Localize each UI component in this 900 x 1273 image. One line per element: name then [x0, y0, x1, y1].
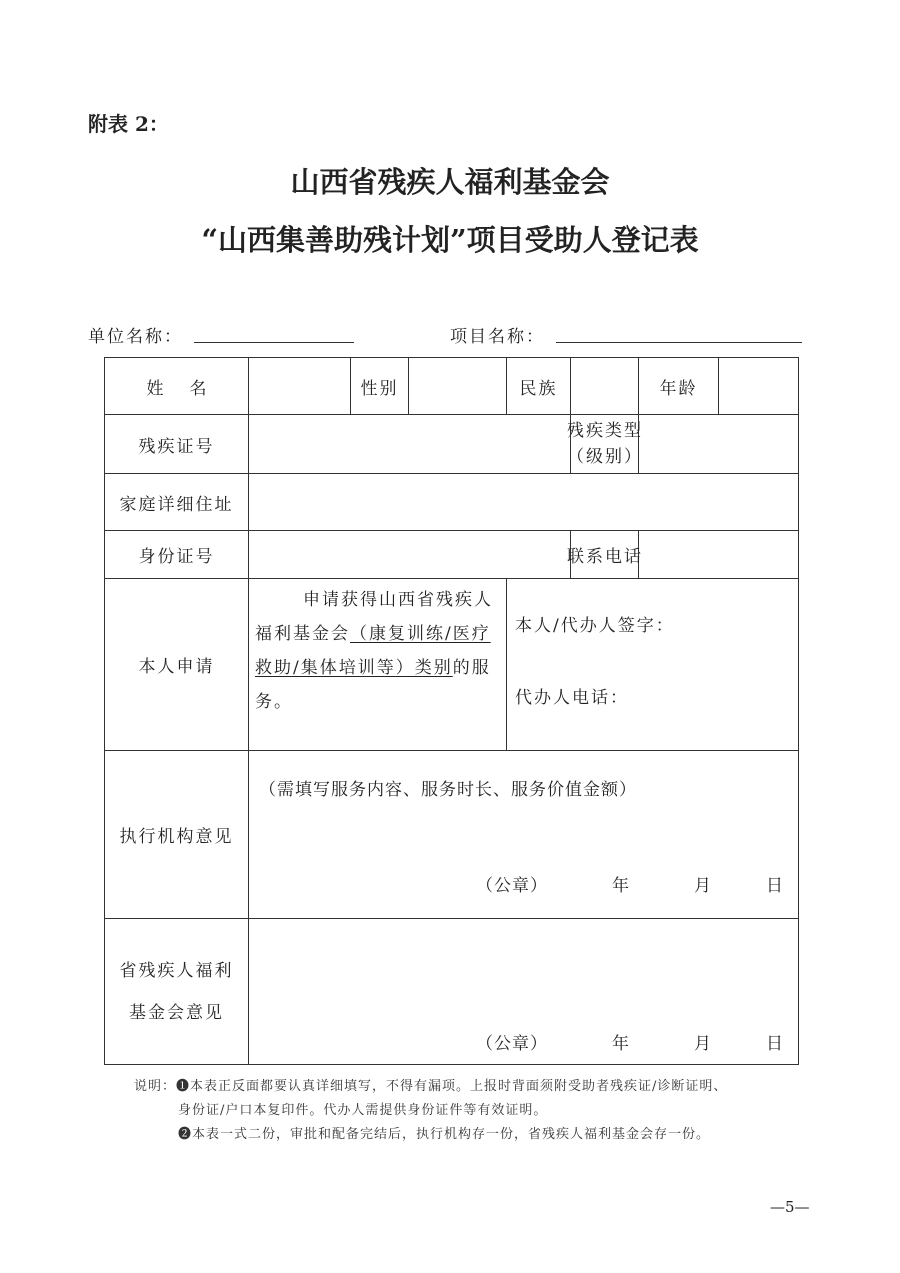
ethnicity-field[interactable] — [571, 358, 639, 415]
apply-text: 申请获得山西省残疾人福利基金会（康复训练/医疗救助/集体培训等）类别的服务。 — [249, 579, 507, 751]
exec-seal-date: （公章） 年 月 日 — [476, 876, 784, 896]
agent-phone-label: 代办人电话： — [515, 688, 629, 708]
gender-label: 性别 — [351, 358, 409, 415]
note-line-3: ❷本表一式二份，审批和配备完结后，执行机构存一份，省残疾人福利基金会存一份。 — [178, 1127, 711, 1142]
id-field[interactable] — [249, 531, 571, 579]
project-name-field[interactable] — [556, 342, 802, 343]
name-label: 姓名 — [105, 358, 249, 415]
disability-type-label: 残疾类型 （级别） — [571, 415, 639, 474]
unit-name-label: 单位名称： — [88, 327, 183, 347]
phone-label: 联系电话 — [571, 531, 639, 579]
disability-type-field[interactable] — [639, 415, 799, 474]
apply-label: 本人申请 — [105, 579, 249, 751]
phone-field[interactable] — [639, 531, 799, 579]
age-field[interactable] — [719, 358, 799, 415]
address-field[interactable] — [249, 474, 799, 531]
foundation-opinion-label: 省残疾人福利 基金会意见 — [105, 919, 249, 1065]
foundation-seal-date: （公章） 年 月 日 — [476, 1034, 784, 1054]
signature-label: 本人/代办人签字： — [515, 616, 675, 636]
unit-name-field[interactable] — [194, 342, 354, 343]
foundation-opinion-field[interactable] — [249, 919, 799, 1065]
note-line-2: 身份证/户口本复印件。代办人需提供身份证件等有效证明。 — [178, 1103, 548, 1118]
registration-form-table — [104, 357, 799, 1065]
project-name-label: 项目名称： — [450, 327, 545, 347]
id-label: 身份证号 — [105, 531, 249, 579]
signature-area[interactable] — [507, 579, 799, 751]
attachment-label: 附表 2： — [88, 112, 169, 136]
title-line-2: “山西集善助残计划”项目受助人登记表 — [201, 223, 699, 257]
disability-cert-field[interactable] — [249, 415, 571, 474]
exec-opinion-field[interactable] — [249, 751, 799, 919]
disability-cert-label: 残疾证号 — [105, 415, 249, 474]
title-line-1: 山西省残疾人福利基金会 — [290, 165, 610, 199]
address-label: 家庭详细住址 — [105, 474, 249, 531]
exec-opinion-label: 执行机构意见 — [105, 751, 249, 919]
note-line-1: 说明：❶本表正反面都要认真详细填写，不得有漏项。上报时背面须附受助者残疾证/诊断证明、 — [134, 1079, 728, 1094]
exec-opinion-note: （需填写服务内容、服务时长、服务价值金额） — [259, 780, 637, 800]
name-field[interactable] — [249, 358, 351, 415]
gender-field[interactable] — [409, 358, 507, 415]
ethnicity-label: 民族 — [507, 358, 571, 415]
page-number: —5— — [770, 1198, 810, 1216]
age-label: 年龄 — [639, 358, 719, 415]
notes — [134, 1075, 727, 1147]
